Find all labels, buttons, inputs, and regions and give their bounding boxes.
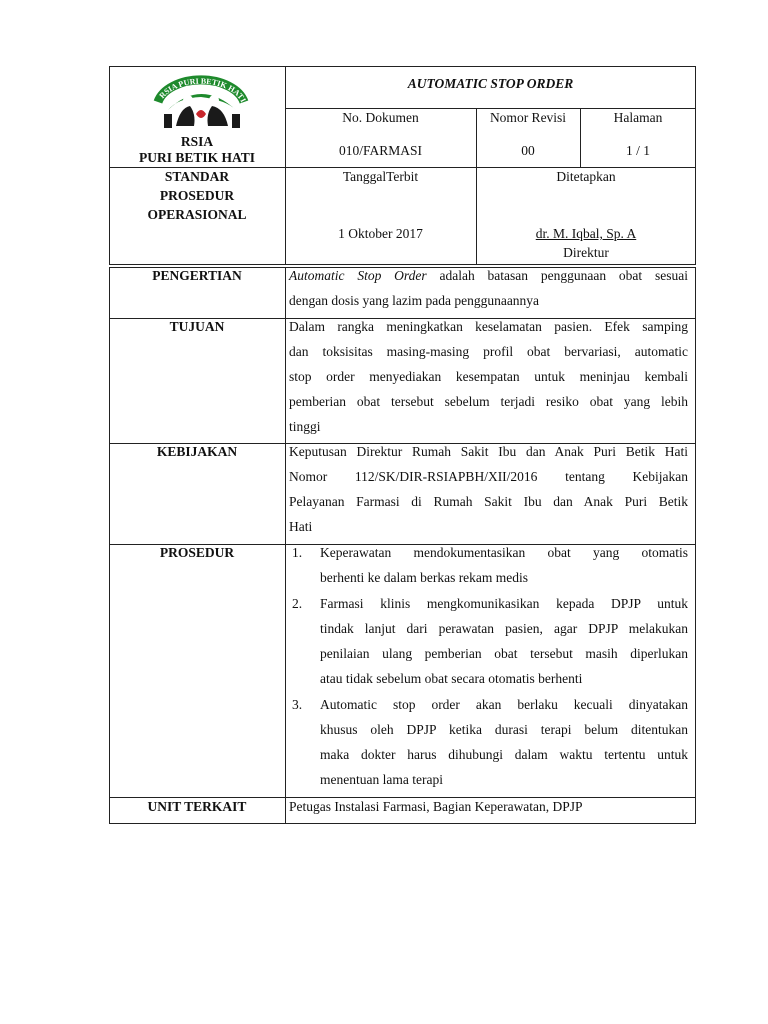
prosedur-item-number: 1. <box>292 545 303 560</box>
tanggal-terbit-label: TanggalTerbit <box>342 169 419 184</box>
nomor-revisi-value: 00 <box>521 143 535 158</box>
pengertian-text <box>289 263 688 313</box>
prosedur-line: Farmasi klinis mengkomunikasikan kepada DPJP untuk <box>320 596 688 611</box>
unit-terkait-label: UNIT TERKAIT <box>147 799 247 814</box>
signer-role: Direktur <box>563 245 609 260</box>
prosedur-line: penilaian ulang pemberian obat tersebut masih diperlukan <box>320 646 688 661</box>
kebijakan-line: Hati <box>289 519 313 534</box>
tujuan-line: tinggi <box>289 419 321 434</box>
kebijakan-line: Keputusan Direktur Rumah Sakit Ibu dan Anak Puri Betik Hati <box>289 444 688 459</box>
hospital-short-name: RSIA <box>180 134 214 149</box>
svg-text:RSIA PURI BETIK HATI: RSIA PURI BETIK HATI <box>157 76 248 104</box>
hospital-logo <box>146 70 256 132</box>
divider <box>109 797 696 798</box>
kebijakan-line: Nomor 112/SK/DIR-RSIAPBH/XII/2016 tentang Kebijakan <box>289 469 688 484</box>
prosedur-line: menentuan lama terapi <box>320 772 443 787</box>
prosedur-item <box>320 540 688 590</box>
halaman-value: 1 / 1 <box>625 143 650 158</box>
document-title: AUTOMATIC STOP ORDER <box>407 76 574 91</box>
kebijakan-text <box>289 439 688 539</box>
prosedur-label: PROSEDUR <box>159 545 235 560</box>
prosedur-line: khusus oleh DPJP ketika durasi terapi belum ditentukan <box>320 722 688 737</box>
nomor-revisi-label: Nomor Revisi <box>489 110 567 125</box>
pengertian-term: Automatic Stop Order <box>289 268 427 283</box>
tujuan-text <box>289 314 688 439</box>
sop-line-1: STANDAR <box>164 169 230 184</box>
prosedur-line: tindak lanjut dari perawatan pasien, agar DPJP melakukan <box>320 621 688 636</box>
pengertian-label: PENGERTIAN <box>152 268 242 283</box>
divider <box>285 267 286 824</box>
no-dokumen-value: 010/FARMASI <box>338 143 423 158</box>
pengertian-line1: adalah batasan penggunaan obat sesuai <box>426 268 688 283</box>
prosedur-line: berhenti ke dalam berkas rekam medis <box>320 570 529 585</box>
prosedur-line: Automatic stop order akan berlaku kecuali dinyatakan <box>320 697 688 712</box>
prosedur-line: Keperawatan mendokumentasikan obat yang otomatis <box>320 545 688 560</box>
no-dokumen-label: No. Dokumen <box>342 110 419 125</box>
kebijakan-line: Pelayanan Farmasi di Rumah Sakit Ibu dan Anak Puri Betik <box>289 494 688 509</box>
ditetapkan-label: Ditetapkan <box>556 169 616 184</box>
halaman-label: Halaman <box>613 110 663 125</box>
pengertian-line <box>289 263 688 288</box>
tujuan-line: stop order menyediakan kesempatan untuk meninjau kembali <box>289 369 688 384</box>
prosedur-line: maka dokter harus dihubungi dalam waktu tertentu untuk <box>320 747 688 762</box>
prosedur-item-number: 3. <box>292 697 303 712</box>
prosedur-item <box>320 692 688 792</box>
tanggal-terbit-value: 1 Oktober 2017 <box>338 226 423 241</box>
prosedur-item <box>320 591 688 691</box>
prosedur-item-number: 2. <box>292 596 303 611</box>
sop-line-2: PROSEDUR <box>159 188 235 203</box>
tujuan-line: dan toksisitas masing-masing profil obat bervariasi, automatic <box>289 344 688 359</box>
signer-name: dr. M. Iqbal, Sp. A <box>535 226 637 241</box>
hospital-name: PURI BETIK HATI <box>138 150 256 165</box>
prosedur-line: atau tidak sebelum obat secara otomatis berhenti <box>320 671 583 686</box>
unit-terkait-value: Petugas Instalasi Farmasi, Bagian Keperawatan, DPJP <box>289 799 583 814</box>
divider <box>285 108 696 109</box>
divider <box>109 167 696 168</box>
pengertian-line2: dengan dosis yang lazim pada penggunaannya <box>289 293 540 308</box>
sop-line-3: OPERASIONAL <box>147 207 247 222</box>
tujuan-label: TUJUAN <box>169 319 225 334</box>
kebijakan-label: KEBIJAKAN <box>156 444 238 459</box>
tujuan-line: pemberian obat tersebut sebelum terjadi resiko obat yang lebih <box>289 394 688 409</box>
tujuan-line: Dalam rangka meningkatkan keselamatan pasien. Efek samping <box>289 319 688 334</box>
